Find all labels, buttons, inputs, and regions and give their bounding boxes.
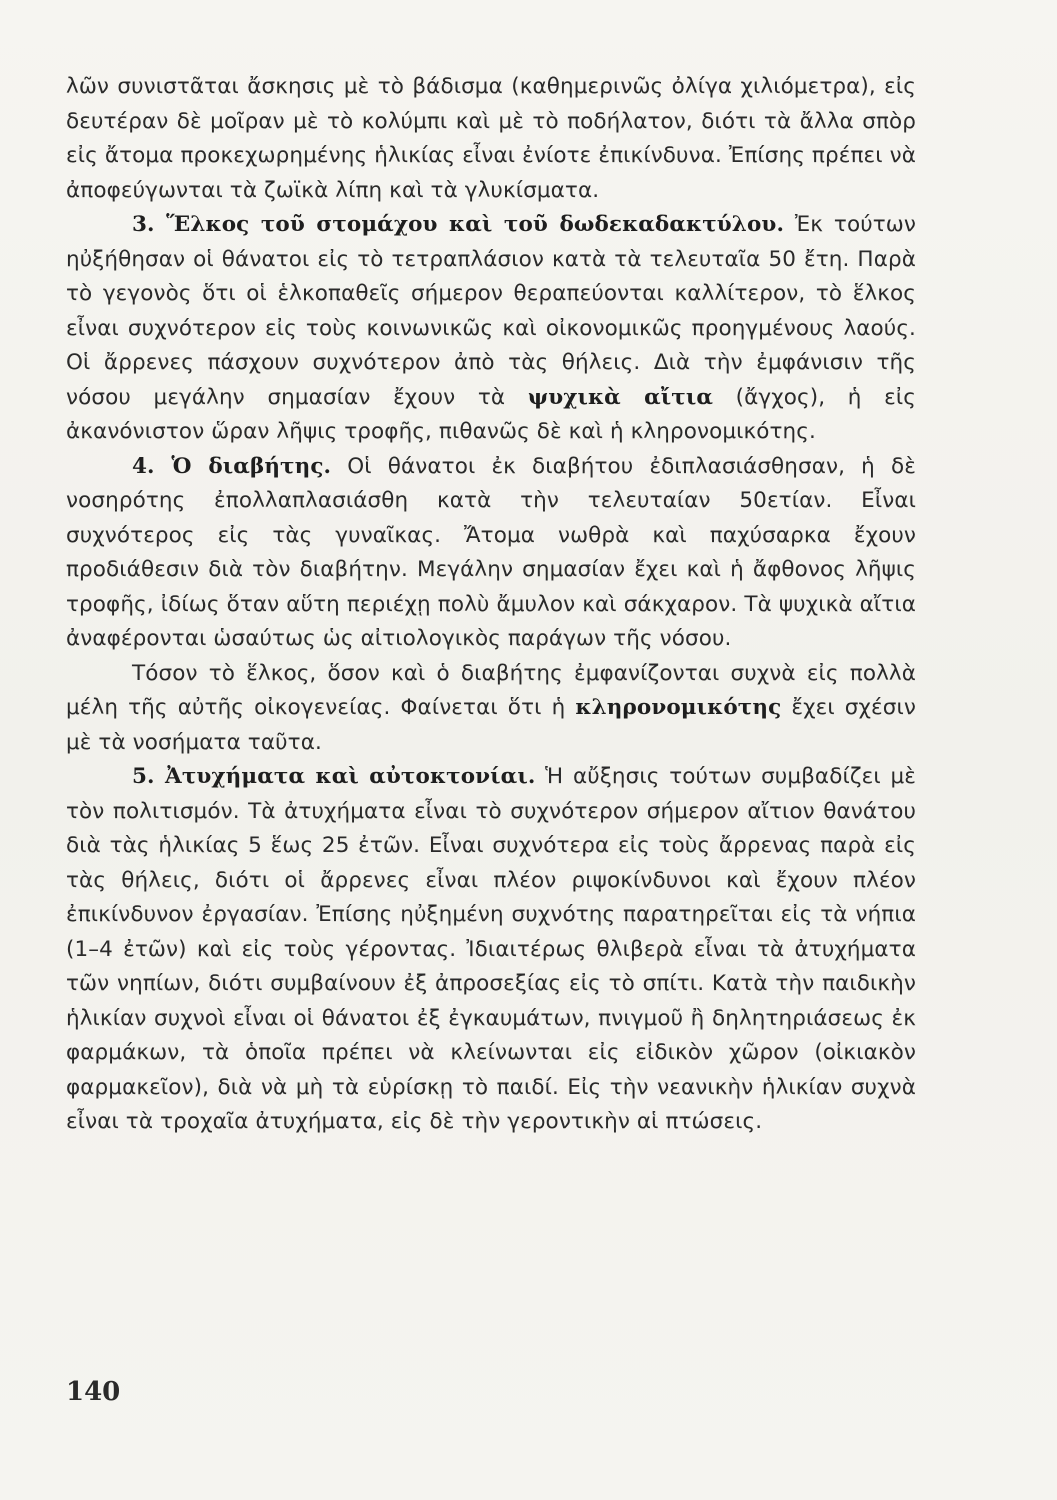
section-3-text-b: (ἄγχος), ἡ εἰς ἀκανόνιστον ὥραν λῆψις τροφῆς, πιθανῶς δὲ καὶ ἡ κληρονομικότης. <box>66 384 916 444</box>
section-4-text: Οἱ θάνατοι ἐκ διαβήτου ἐδιπλασιάσθησαν, ἡ δὲ νοσηρότης ἐπολλαπλασιάσθη κατὰ τὴν τελευταίαν 50ετίαν. Εἶναι συχνότερος εἰς τὰς γυναῖκας. Ἄτομα νωθρὰ καὶ παχύσαρκα ἔχουν προδιάθεσιν διὰ τὸν διαβήτην. Μεγάλην σημασίαν ἔχει καὶ ἡ ἄφθονος λῆψις τροφῆς, ἰδίως ὅταν αὕτη περιέχῃ πολὺ ἄμυλον καὶ σάκχαρον. Τὰ ψυχικὰ αἴτια ἀναφέρονται ὡσαύτως ὡς αἰτιολογικὸς παράγων τῆς νόσου. <box>66 453 916 651</box>
section-3-paragraph <box>66 208 916 450</box>
section-3-bold-term: ψυχικὰ αἴτια <box>527 384 713 410</box>
section-5-paragraph <box>66 760 916 1140</box>
section-5-heading: 5. Ἀτυχήματα καὶ αὐτοκτονίαι. <box>132 764 536 789</box>
body-text <box>66 70 916 1140</box>
section-4-paragraph <box>66 450 916 657</box>
paragraph-intro <box>66 70 916 208</box>
section-3-heading: 3. Ἕλκος τοῦ στομάχου καὶ τοῦ δωδεκαδακτύλου. <box>132 212 785 237</box>
page-number: 140 <box>66 1377 121 1407</box>
paragraph-intro-text: λῶν συνιστᾶται ἄσκησις μὲ τὸ βάδισμα (καθημερινῶς ὀλίγα χιλιόμετρα), εἰς δευτέραν δὲ μοῖραν μὲ τὸ κολύμπι καὶ μὲ τὸ ποδήλατον, διότι τὰ ἄλλα σπὸρ εἰς ἄτομα προκεχωρημένης ἡλικίας εἶναι ἐνίοτε ἐπικίνδυνα. Ἐπίσης πρέπει νὰ ἀποφεύγωνται τὰ ζωϊκὰ λίπη καὶ τὰ γλυκίσματα. <box>66 74 916 203</box>
section-3-text-a: Ἐκ τούτων ηὐξήθησαν οἱ θάνατοι εἰς τὸ τετραπλάσιον κατὰ τὰ τελευταῖα 50 ἔτη. Παρὰ τὸ γεγονὸς ὅτι οἱ ἑλκοπαθεῖς σήμερον θεραπεύονται καλλίτερον, τὸ ἕλκος εἶναι συχνότερον εἰς τοὺς κοινωνικῶς καὶ οἰκονομικῶς προηγμένους λαούς. Οἱ ἄρρενες πάσχουν συχνότερον ἀπὸ τὰς θήλεις. Διὰ τὴν ἐμφάνισιν τῆς νόσου μεγάλην σημασίαν ἔχουν τὰ <box>66 212 916 410</box>
section-4-heading: 4. Ὁ διαβήτης. <box>132 453 332 479</box>
section-4b-text-a: Τόσον τὸ ἕλκος, ὅσον καὶ ὁ διαβήτης ἐμφανίζονται συχνὰ εἰς πολλὰ μέλη τῆς αὐτῆς οἰκογενείας. Φαίνεται ὅτι ἡ <box>66 660 916 720</box>
section-4b-paragraph <box>66 657 916 761</box>
section-4b-text-b: ἔχει σχέσιν μὲ τὰ νοσήματα ταῦτα. <box>66 695 916 755</box>
section-4b-bold-term: κληρονομικότης <box>575 695 782 720</box>
section-5-text: Ἡ αὔξησις τούτων συμβαδίζει μὲ τὸν πολιτισμόν. Τὰ ἀτυχήματα εἶναι τὸ συχνότερον σήμερον αἴτιον θανάτου διὰ τὰς ἡλικίας 5 ἕως 25 ἐτῶν. Εἶναι συχνότερα εἰς τοὺς ἄρρενας παρὰ εἰς τὰς θήλεις, διότι οἱ ἄρρενες εἶναι πλέον ριψοκίνδυνοι καὶ ἔχουν πλέον ἐπικίνδυνον ἐργασίαν. Ἐπίσης ηὐξημένη συχνότης παρατηρεῖται εἰς τὰ νήπια (1–4 ἐτῶν) καὶ εἰς τοὺς γέροντας. Ἰδιαιτέρως θλιβερὰ εἶναι τὰ ἀτυχήματα τῶν νηπίων, διότι συμβαίνουν ἐξ ἀπροσεξίας εἰς τὸ σπίτι. Κατὰ τὴν παιδικὴν ἡλικίαν συχνοὶ εἶναι οἱ θάνατοι ἐξ ἐγκαυμάτων, πνιγμοῦ ἢ δηλητηριάσεως ἐκ φαρμάκων, τὰ ὁποῖα πρέπει νὰ κλείνωνται εἰς εἰδικὸν χῶρον (οἰκιακὸν φαρμακεῖον), διὰ νὰ μὴ τὰ εὑρίσκῃ τὸ παιδί. Εἰς τὴν νεανικὴν ἡλικίαν συχνὰ εἶναι τὰ τροχαῖα ἀτυχήματα, εἰς δὲ τὴν γεροντικὴν αἱ πτώσεις. <box>66 764 916 1134</box>
